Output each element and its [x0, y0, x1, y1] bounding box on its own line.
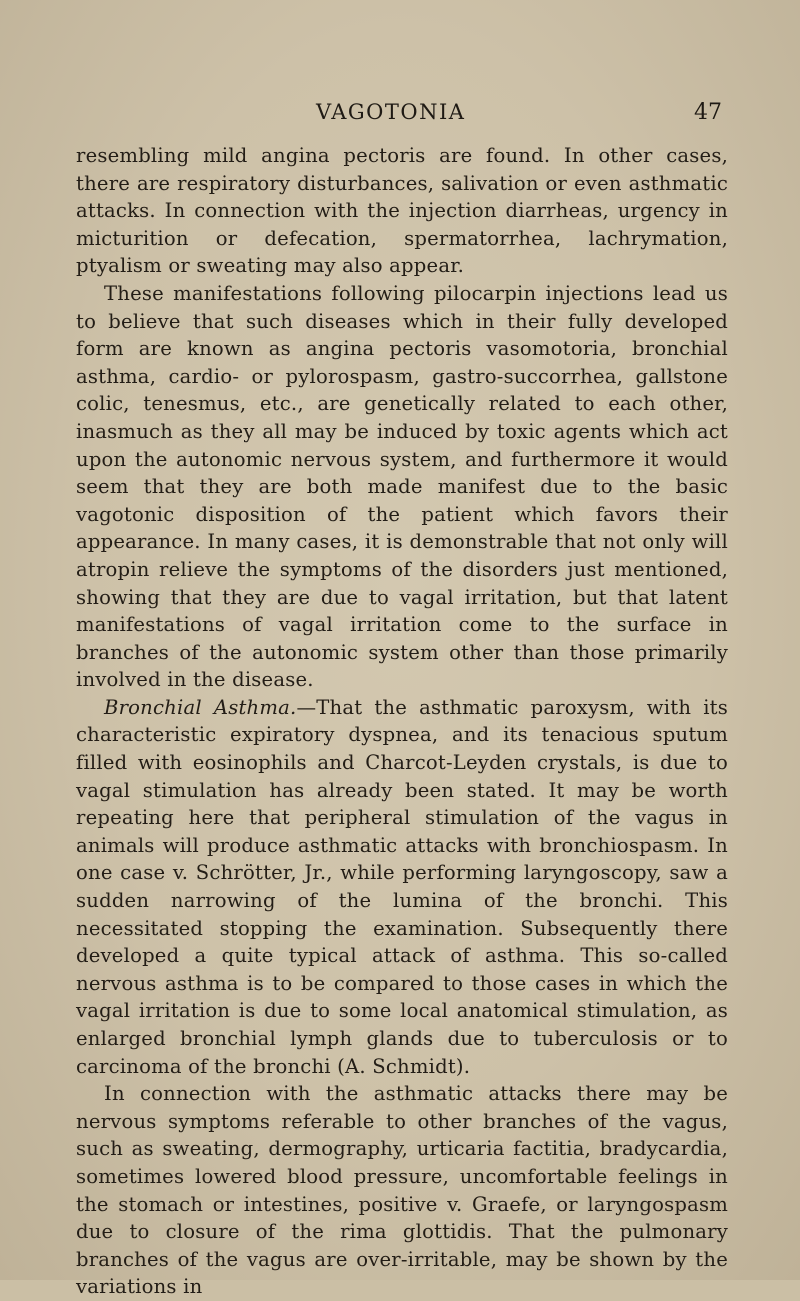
paragraph	[76, 694, 728, 1080]
paragraph	[76, 1080, 728, 1301]
paragraph-text: In connection with the asthmatic attacks there may be nervous symptoms referable to other branches of the vagus, such as sweating, dermography, urticaria factitia, bradycardia, sometimes lowered blood pressure, uncomfortable feelings in the stomach or intestines, positive v. Graefe, or laryngospasm due to closure of the rima glottidis. That the pulmonary branches of the vagus are over-irritable, may be shown by the variations in	[76, 1082, 728, 1299]
section-heading-bronchial-asthma: Bronchial Asthma.	[104, 695, 297, 719]
paragraph-text: resembling mild angina pectoris are found. In other cases, there are respiratory disturbances, salivation or even asthmatic attacks. In connection with the injection diarrheas, urgency in micturition or defecation, spermatorrhea, lachrymation, ptyalism or sweating may also appear.	[76, 144, 728, 278]
running-title: VAGOTONIA	[316, 100, 466, 124]
page-header	[0, 100, 800, 132]
paragraph	[76, 142, 728, 280]
paragraph	[76, 280, 728, 694]
page-number: 47	[694, 100, 722, 125]
paragraph-text: These manifestations following pilocarpin injections lead us to believe that such diseases which in their fully developed form are known as angina pectoris vasomotoria, bronchial asthma, cardio- or pylorospasm, gastro-succorrhea, gallstone colic, tenesmus, etc., are genetically related to each other, inasmuch as they all may be induced by toxic agents which act upon the autonomic nervous system, and furthermore it would seem that they are both made manifest due to the basic vagotonic disposition of the patient which favors their appearance. In many cases, it is demonstrable that not only will atropin relieve the symptoms of the disorders just mentioned, showing that they are due to vagal irritation, but that latent manifestations of vagal irritation come to the surface in branches of the autonomic system other than those primarily involved in the disease.	[76, 281, 728, 692]
paragraph-text: —That the asthmatic paroxysm, with its characteristic expiratory dyspnea, and its tenacious sputum filled with eosinophils and Charcot-Leyden crystals, is due to vagal stimulation has already been stated. It may be worth repeating here that peripheral stimulation of the vagus in animals will produce asthmatic attacks with bronchiospasm. In one case v. Schrötter, Jr., while performing laryngoscopy, saw a sudden narrowing of the lumina of the bronchi. This necessitated stopping the examination. Subsequently there developed a quite typical attack of asthma. This so-called nervous asthma is to be compared to those cases in which the vagal irritation is due to some local anatomical stimulation, as enlarged bronchial lymph glands due to tuberculosis or to carcinoma of the bronchi (A. Schmidt).	[76, 695, 728, 1078]
body-text	[76, 142, 728, 1301]
